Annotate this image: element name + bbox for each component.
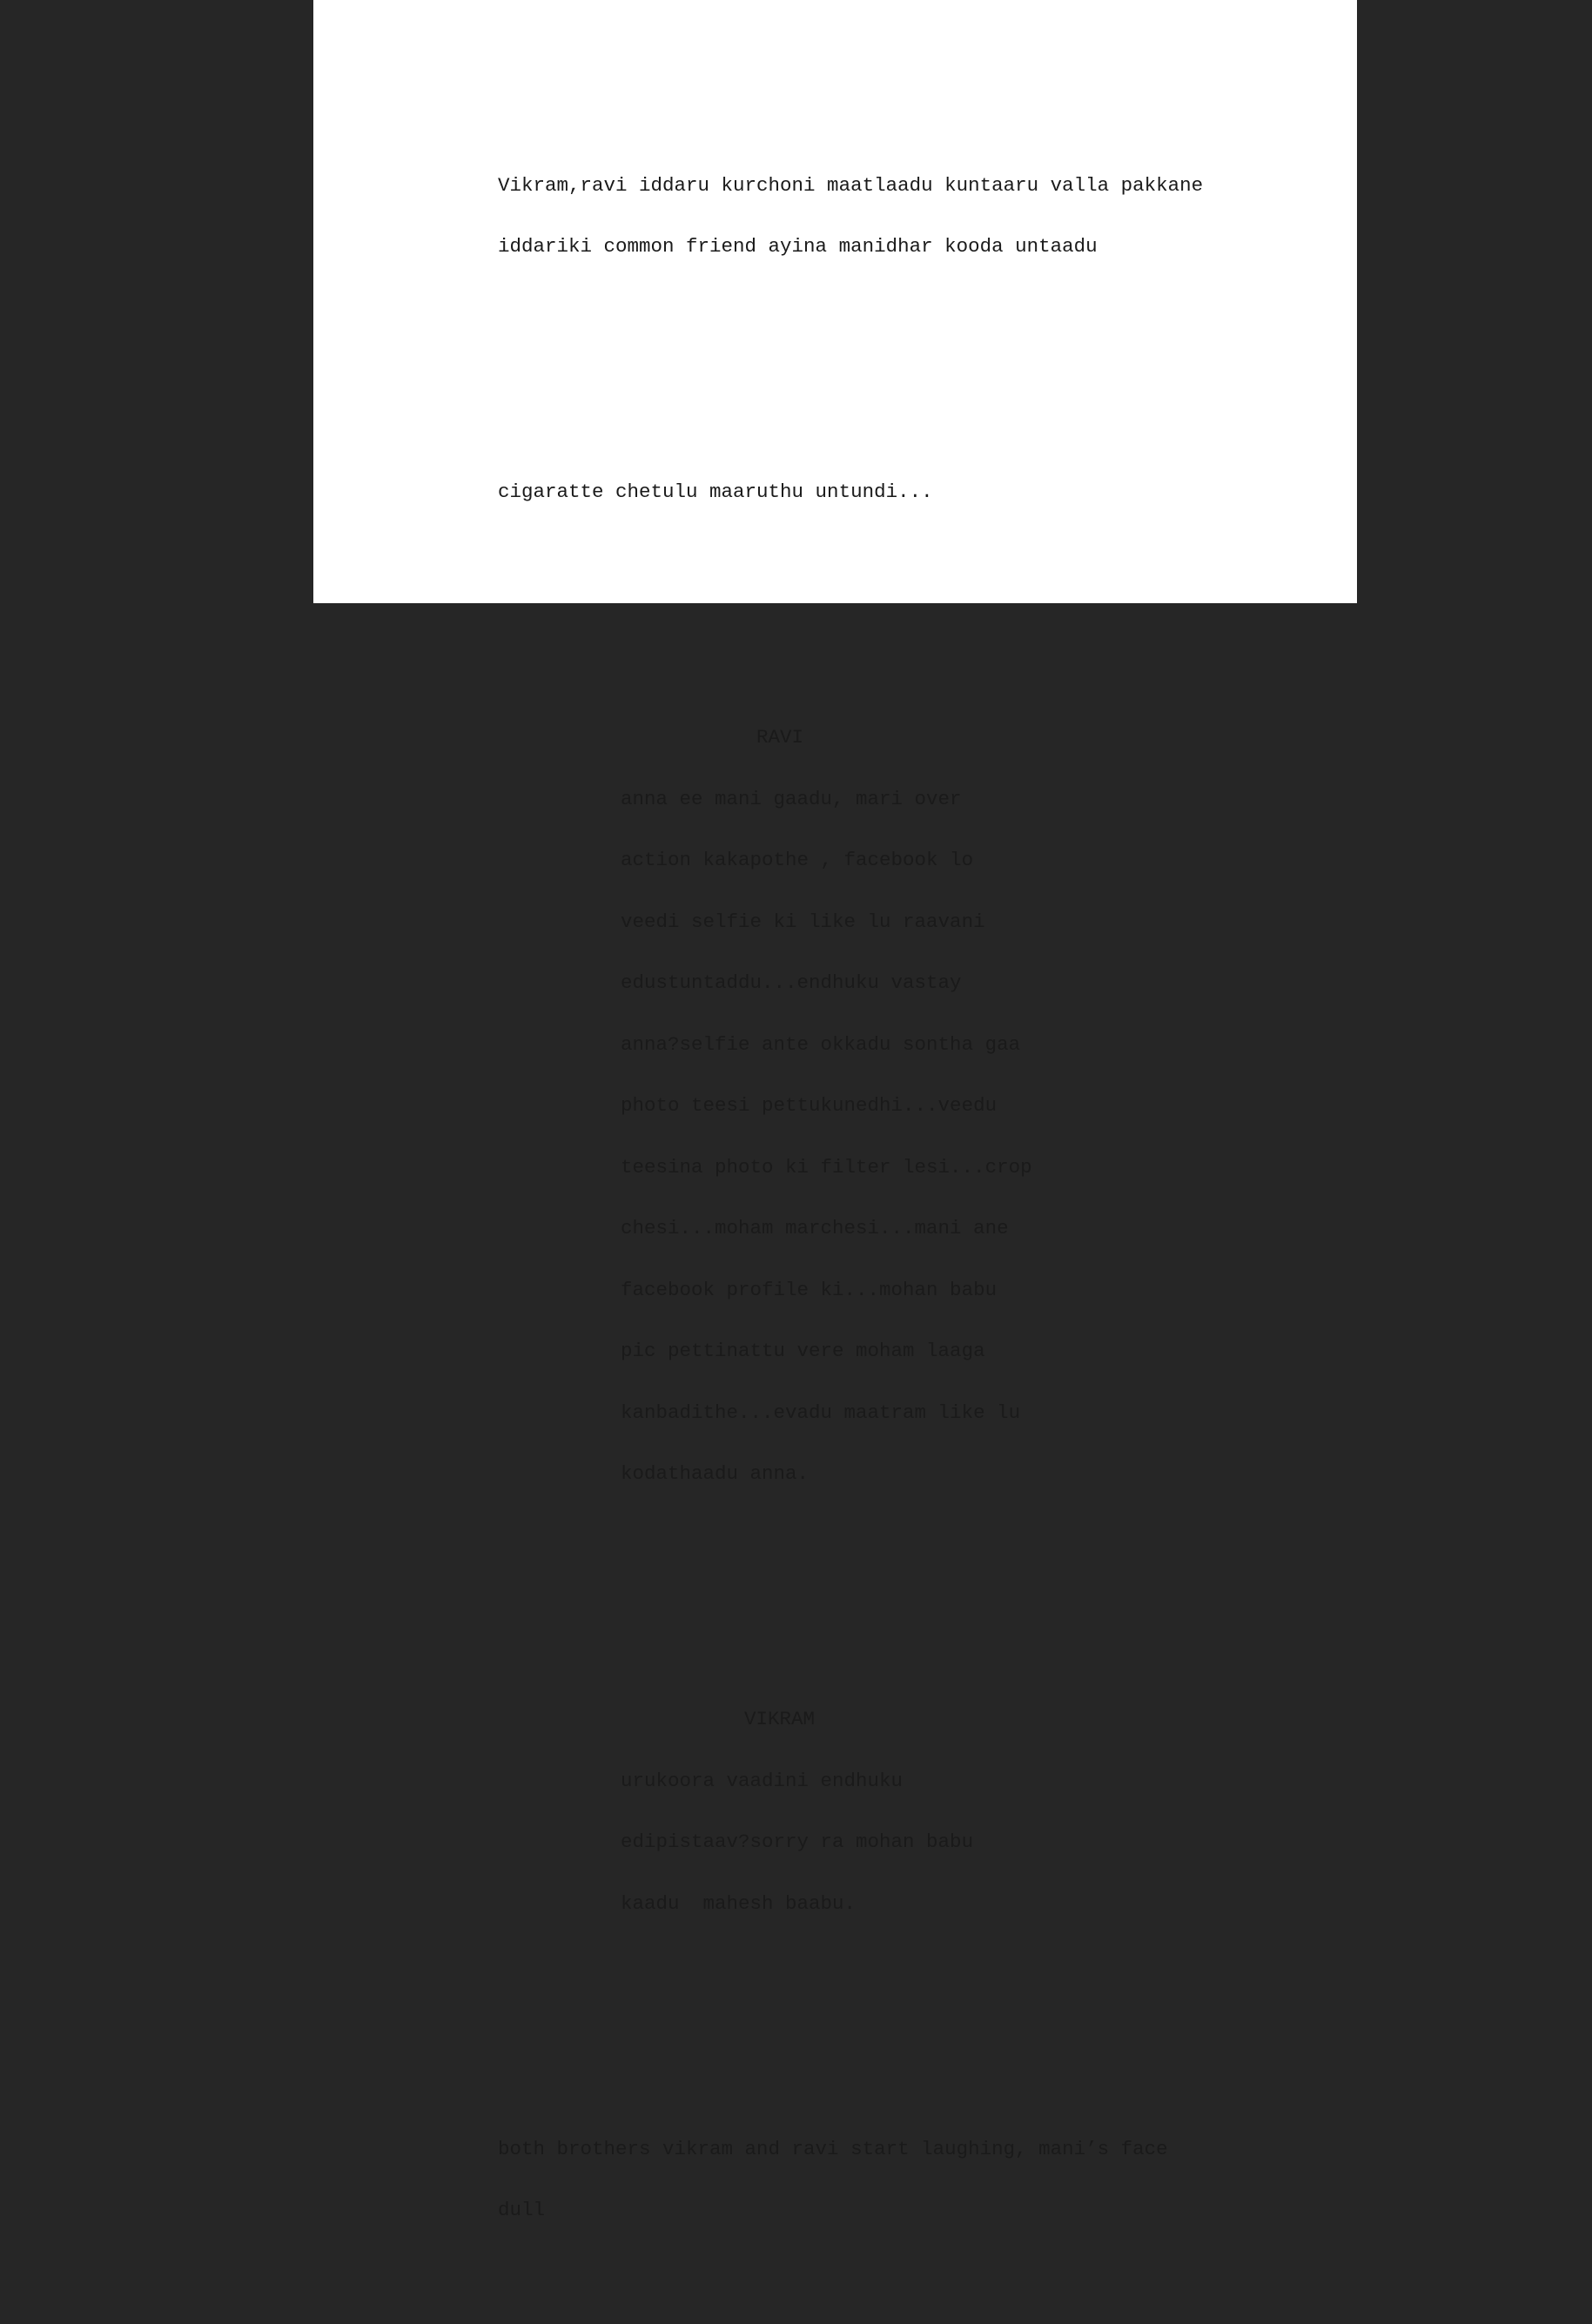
dialogue-line: edustuntaddu...endhuku vastay <box>621 971 962 994</box>
dialogue-line: facebook profile ki...mohan babu <box>621 1278 998 1301</box>
dialogue-line: kanbadithe...evadu maatram like lu <box>621 1400 1021 1424</box>
action-line: cigaratte chetulu maaruthu untundi... <box>498 480 933 503</box>
action-line: dull <box>498 2199 546 2221</box>
dialogue-line: action kakapothe , facebook lo <box>621 849 974 871</box>
dialogue-line: kaadu mahesh baabu. <box>621 1891 856 1915</box>
dialogue-line: chesi...moham marchesi...mani ane <box>621 1217 1009 1239</box>
dialogue-line: urukoora vaadini endhuku <box>621 1769 903 1792</box>
screenplay-text <box>498 73 1203 2323</box>
dialogue-block-vikram <box>498 1669 1203 1955</box>
action-line: Vikram,ravi iddaru kurchoni maatlaadu kuntaaru valla pakkane <box>498 173 1204 197</box>
dialogue-line: kodathaadu anna. <box>621 1462 809 1485</box>
dialogue-line: anna?selfie ante okkadu sontha gaa <box>621 1032 1021 1056</box>
dialogue-block-ravi <box>498 687 1203 1526</box>
action-line: both brothers vikram and ravi start laughing, mani’s face <box>498 2137 1168 2160</box>
blank-line <box>498 1587 1203 1608</box>
character-name: RAVI <box>756 726 804 749</box>
action-line: iddariki common friend ayina manidhar kooda untaadu <box>498 235 1098 258</box>
screenplay-page <box>313 0 1357 2221</box>
blank-line <box>498 359 1203 380</box>
dialogue-line: photo teesi pettukunedhi...veedu <box>621 1094 998 1117</box>
dialogue-line: teesina photo ki filter lesi...crop <box>621 1155 1032 1179</box>
character-name: VIKRAM <box>744 1708 816 1730</box>
action-block <box>498 135 1203 299</box>
blank-line <box>498 2017 1203 2038</box>
dialogue-line: anna ee mani gaadu, mari over <box>621 787 962 810</box>
action-block <box>498 2099 1203 2262</box>
blank-line <box>498 605 1203 626</box>
action-block <box>498 441 1203 544</box>
dialogue-line: veedi selfie ki like lu raavani <box>621 910 985 933</box>
dialogue-line: edipistaav?sorry ra mohan babu <box>621 1830 974 1853</box>
dialogue-line: pic pettinattu vere moham laaga <box>621 1340 985 1362</box>
